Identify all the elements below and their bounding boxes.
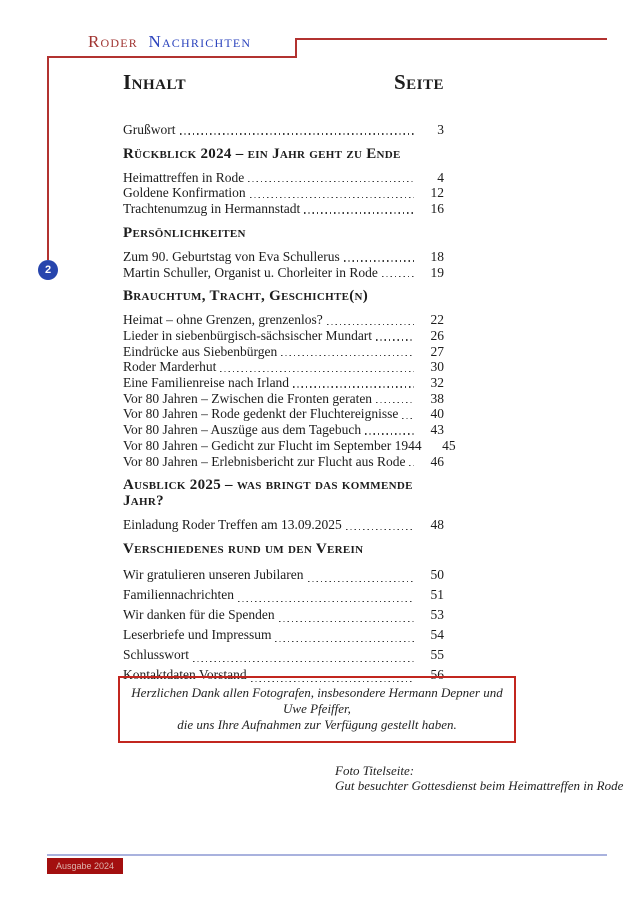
photo-credit-caption: Gut besuchter Gottesdienst beim Heimattreffen in Rode [335,778,624,793]
toc-section [123,288,456,469]
toc-entry-page-number: 40 [430,406,444,422]
toc-entry [123,517,444,533]
toc-entry-page-number: 27 [430,343,444,359]
dotted-leader [304,212,414,213]
toc-entry [123,312,444,328]
toc-entry [123,344,444,360]
issue-badge: Ausgabe 2024 [47,858,123,874]
table-of-contents [123,70,456,685]
toc-section-heading: Persönlichkeiten [123,224,246,241]
toc-entry [123,249,444,265]
toc-entry-label: Vor 80 Jahren – Gedicht zur Flucht im September 1944 [123,437,422,453]
header-rule-bottom [47,56,297,58]
toc-entry-page-number: 4 [437,169,444,185]
toc-entry-page-number: 45 [442,437,456,453]
dotted-leader [279,621,414,622]
toc-entry-label: Leserbriefe und Impressum [123,626,272,642]
toc-entry [123,185,444,201]
toc-entry-label: Eine Familienreise nach Irland [123,375,290,391]
dotted-leader [281,355,414,356]
dotted-leader [193,661,414,662]
toc-entry [123,605,444,625]
toc-entry-page-number: 48 [430,517,444,533]
toc-entry-page-number: 55 [430,646,444,662]
dotted-leader [402,418,414,419]
toc-section [123,122,444,138]
toc-entry [123,454,444,470]
toc-entry-label: Zum 90. Geburtstag von Eva Schullerus [123,248,340,264]
toc-entry [123,122,444,138]
dotted-leader [346,529,414,530]
toc-entry-label: Eindrücke aus Siebenbürgen [123,343,278,359]
page-number-marker: 2 [38,260,58,280]
photo-credit-label: Foto Titelseite: [335,763,415,778]
toc-entry-label: Martin Schuller, Organist u. Chorleiter in Rode [123,264,378,280]
dotted-leader [275,641,414,642]
masthead-word-nachrichten: Nachrichten [148,32,252,51]
toc-entry-label: Familiennachrichten [123,586,234,602]
dotted-leader [376,402,414,403]
toc-section-heading: Rückblick 2024 – ein Jahr geht zu Ende [123,145,401,162]
toc-entry-page-number: 38 [430,390,444,406]
toc-entry-label: Roder Marderhut [123,359,217,375]
header-rule-step [295,38,297,58]
toc-title: Inhalt [123,70,187,94]
cover-photo-credit [335,763,623,793]
toc-entry-label: Einladung Roder Treffen am 13.09.2025 [123,517,342,533]
masthead-word-roder: Roder [88,32,139,51]
toc-entry [123,585,444,605]
toc-entry-page-number: 30 [430,359,444,375]
toc-entry-page-number: 26 [430,327,444,343]
dotted-leader [293,386,414,387]
toc-entry-page-number: 18 [430,248,444,264]
toc-entry [123,375,444,391]
toc-section [123,477,444,533]
toc-page-column-label: Seite [393,70,444,94]
toc-entry-page-number: 53 [430,606,444,622]
toc-entry-page-number: 16 [430,201,444,217]
dotted-leader [220,371,414,372]
toc-entry-label: Wir danken für die Spenden [123,606,275,622]
toc-entry-page-number: 51 [430,586,444,602]
toc-entry-label: Vor 80 Jahren – Zwischen die Fronten geraten [123,390,373,406]
toc-entry-label: Grußwort [123,122,176,137]
toc-entry [123,406,444,422]
toc-entry-label: Schlusswort [123,646,190,662]
left-margin-rule [47,56,49,260]
toc-entry [123,625,444,645]
toc-entry-label: Wir gratulieren unseren Jubilaren [123,566,304,582]
toc-entry-label: Kontaktdaten Vorstand [123,666,247,682]
footer-divider-line [47,854,607,856]
dotted-leader [382,276,414,277]
toc-entry [123,170,444,186]
toc-section-heading: Ausblick 2025 – was bringt das kommende Jahr? [123,477,413,510]
toc-entry [123,645,444,665]
toc-entry-page-number: 50 [430,566,444,582]
toc-section [123,146,444,217]
toc-entry-page-number: 56 [430,666,444,682]
toc-entry-label: Vor 80 Jahren – Auszüge aus dem Tagebuch [123,422,362,438]
dotted-leader [180,133,415,134]
toc-entry [123,359,444,375]
toc-entry [123,422,444,438]
toc-entry-label: Trachtenumzug in Hermannstadt [123,201,301,217]
toc-entry-label: Goldene Konfirmation [123,185,246,201]
toc-entry-page-number: 19 [430,264,444,280]
dotted-leader [327,324,414,325]
masthead [88,32,251,52]
photographers-thanks-box [118,676,516,743]
dotted-leader [376,339,414,340]
toc-entry-page-number: 46 [430,453,444,469]
dotted-leader [344,260,414,261]
toc-entry [123,565,444,585]
toc-entry [123,437,456,454]
dotted-leader [250,197,414,198]
toc-entry-label: Heimat – ohne Grenzen, grenzenlos? [123,312,323,328]
toc-section-heading: Brauchtum, Tracht, Geschichte(n) [123,288,369,305]
dotted-leader [409,465,414,466]
dotted-leader [238,601,414,602]
toc-entry-label: Vor 80 Jahren – Rode gedenkt der Fluchtereignisse [123,406,399,422]
toc-entry [123,265,444,281]
toc-entry-label: Lieder in siebenbürgisch-sächsischer Mundart [123,327,373,343]
dotted-leader [365,433,414,434]
toc-entry-page-number: 12 [430,185,444,201]
toc-entry-label: Heimattreffen in Rode [123,169,245,185]
toc-entry-page-number: 32 [430,375,444,391]
toc-header [123,70,444,94]
toc-entry-page-number: 3 [437,122,444,137]
thanks-line-1: Herzlichen Dank allen Fotografen, insbesondere Hermann Depner und Uwe Pfeiffer, [131,685,503,716]
dotted-leader [248,181,414,182]
dotted-leader [308,581,414,582]
toc-section-heading: Verschiedenes rund um den Verein [123,540,364,557]
toc-section [123,225,444,280]
toc-section [123,541,444,685]
toc-entry [123,328,444,344]
thanks-line-2: die uns Ihre Aufnahmen zur Verfügung gestellt haben. [177,717,457,732]
toc-entry [123,391,444,407]
toc-entry [123,201,444,217]
toc-entry-page-number: 43 [430,422,444,438]
toc-entry-page-number: 22 [430,312,444,328]
toc-list [123,122,456,685]
toc-entry-label: Vor 80 Jahren – Erlebnisbericht zur Flucht aus Rode [123,453,406,469]
header-rule-top [295,38,607,40]
toc-entry-page-number: 54 [430,626,444,642]
